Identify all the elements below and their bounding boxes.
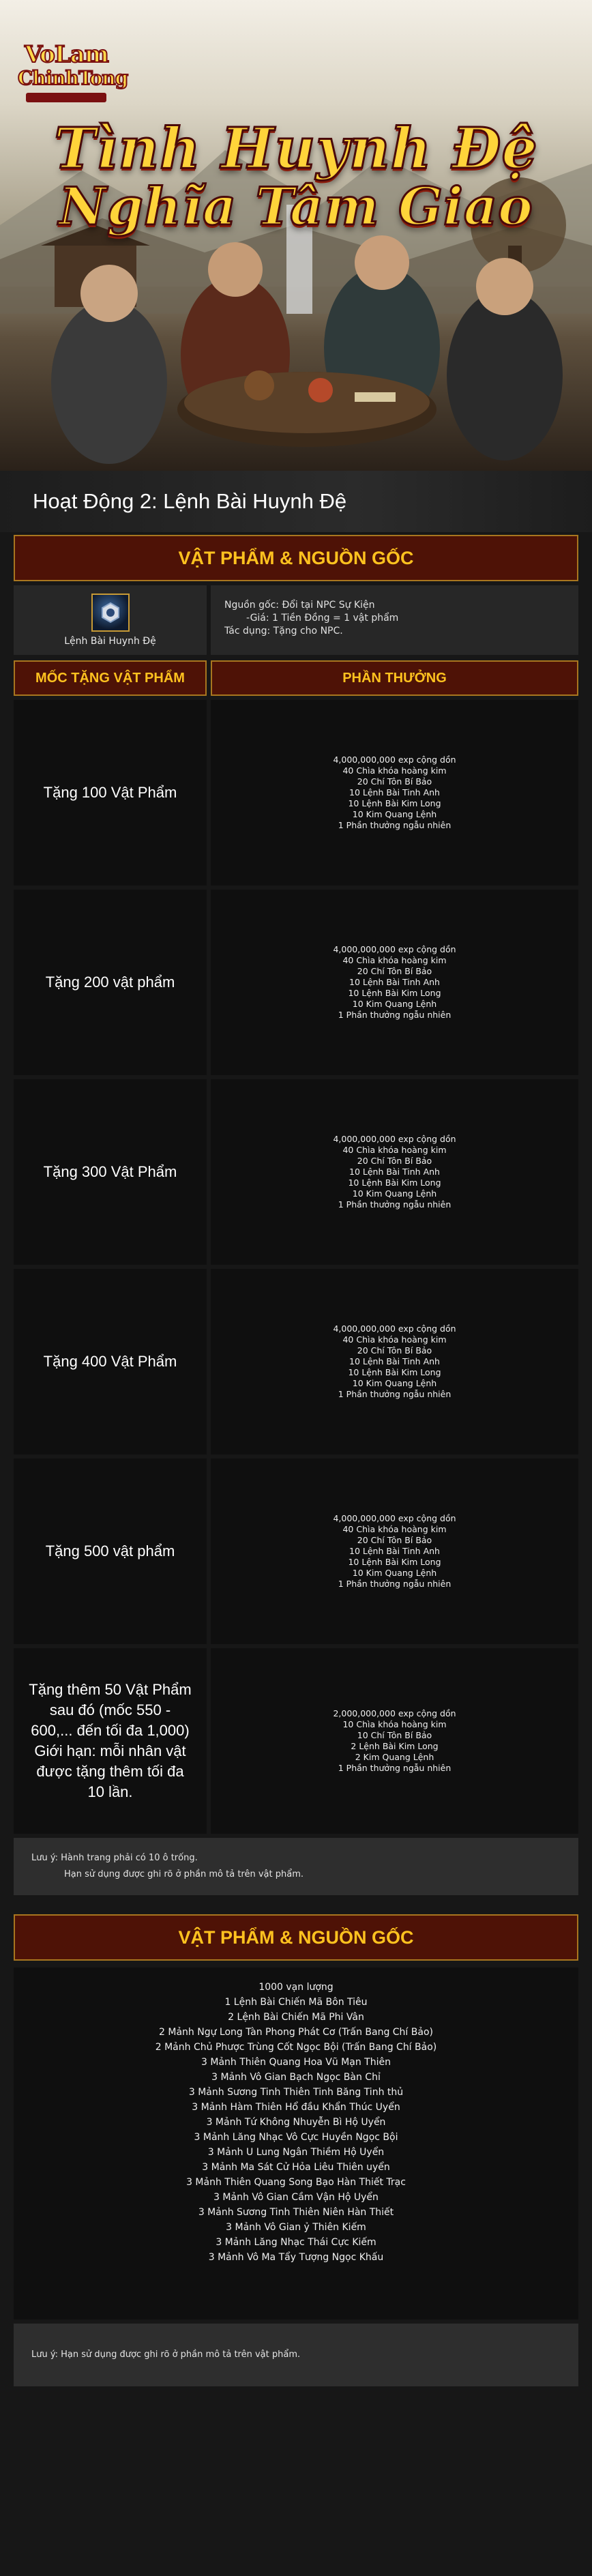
item-source: Nguồn gốc: Đổi tại NPC Sự Kiện bbox=[224, 600, 375, 611]
random-reward-item: 3 Mảnh Vô Gian ỷ Thiên Kiếm bbox=[226, 2222, 366, 2233]
items-banner-2-title: VẬT PHẨM & NGUỒN GỐC bbox=[178, 1927, 414, 1948]
random-reward-item: 3 Mảnh Thiên Quang Song Bạo Hàn Thiết Trạc bbox=[186, 2177, 406, 2188]
random-reward-item: 3 Mảnh Lăng Nhạc Vô Cực Huyền Ngọc Bội bbox=[194, 2132, 398, 2143]
milestone-cell: Tặng 300 Vật Phẩm bbox=[14, 1079, 207, 1265]
table-row bbox=[14, 1648, 578, 1834]
reward-item: 2 Kim Quang Lệnh bbox=[355, 1752, 434, 1762]
reward-item: 2,000,000,000 exp cộng dồn bbox=[333, 1708, 456, 1718]
reward-cell bbox=[211, 1459, 578, 1644]
hero-title-line1: Tình Huynh Đệ bbox=[54, 116, 538, 181]
hero-title-line2: Nghĩa Tâm Giao bbox=[59, 176, 533, 237]
section-title: Hoạt Động 2: Lệnh Bài Huynh Đệ bbox=[33, 489, 347, 513]
items-banner-2 bbox=[14, 1914, 578, 1961]
reward-item: 40 Chìa khóa hoàng kim bbox=[342, 765, 447, 776]
logo-text-line1: VoLam bbox=[25, 41, 108, 68]
milestone-cell: Tặng thêm 50 Vật Phẩm sau đó (mốc 550 - 600,... đến tối đa 1,000) Giới hạn: mỗi nhân vật được tặng thêm tối đa 10 lần. bbox=[14, 1648, 207, 1834]
random-reward-item: 3 Mảnh Sương Tinh Thiên Niên Hàn Thiết bbox=[198, 2207, 394, 2218]
reward-item: 1 Phần thưởng ngẫu nhiên bbox=[338, 1389, 452, 1399]
random-reward-item: 3 Mảnh Thiên Quang Hoa Vũ Mạn Thiên bbox=[201, 2057, 391, 2068]
reward-item: 10 Lệnh Bài Tinh Anh bbox=[349, 977, 440, 987]
reward-item: 4,000,000,000 exp cộng dồn bbox=[333, 944, 456, 954]
milestone-cell: Tặng 500 vật phẩm bbox=[14, 1459, 207, 1644]
reward-cell bbox=[211, 1079, 578, 1265]
reward-item: 10 Lệnh Bài Tinh Anh bbox=[349, 1356, 440, 1366]
reward-item: 10 Lệnh Bài Kim Long bbox=[348, 798, 441, 808]
milestone-cell: Tặng 100 Vật Phẩm bbox=[14, 700, 207, 886]
note2-line1: Lưu ý: Hạn sử dụng được ghi rõ ở phần mô tả trên vật phẩm. bbox=[31, 2350, 301, 2360]
reward-item: 40 Chìa khóa hoàng kim bbox=[342, 1334, 447, 1345]
reward-item: 1 Phần thưởng ngẫu nhiên bbox=[338, 820, 452, 830]
hero-banner bbox=[0, 0, 592, 471]
random-reward-item: 3 Mảnh Hàm Thiên Hổ đầu Khẩn Thúc Uyển bbox=[192, 2102, 400, 2113]
reward-item: 10 Lệnh Bài Tinh Anh bbox=[349, 1167, 440, 1177]
reward-item: 4,000,000,000 exp cộng dồn bbox=[333, 1134, 456, 1144]
reward-item: 20 Chí Tôn Bí Bảo bbox=[357, 966, 432, 976]
random-reward-item: 2 Mảnh Chủ Phược Trùng Cốt Ngọc Bội (Trấn Bang Chí Bảo) bbox=[155, 2042, 437, 2053]
reward-item: 1 Phần thưởng ngẫu nhiên bbox=[338, 1199, 452, 1210]
table-header bbox=[14, 660, 578, 696]
items-banner-title: VẬT PHẨM & NGUỒN GỐC bbox=[178, 547, 414, 568]
reward-item: 20 Chí Tôn Bí Bảo bbox=[357, 1156, 432, 1166]
reward-item: 20 Chí Tôn Bí Bảo bbox=[357, 776, 432, 787]
reward-item: 10 Chí Tôn Bí Bảo bbox=[357, 1730, 432, 1740]
reward-item: 20 Chí Tôn Bí Bảo bbox=[357, 1345, 432, 1356]
reward-item: 4,000,000,000 exp cộng dồn bbox=[333, 1323, 456, 1334]
random-reward-item: 3 Mảnh Vô Ma Tẩy Tượng Ngọc Khấu bbox=[208, 2252, 384, 2263]
reward-cell bbox=[211, 1269, 578, 1454]
random-reward-item: 3 Mảnh Lăng Nhạc Thái Cực Kiếm bbox=[216, 2237, 376, 2248]
reward-item: 1 Phần thưởng ngẫu nhiên bbox=[338, 1010, 452, 1020]
reward-item: 10 Lệnh Bài Tinh Anh bbox=[349, 787, 440, 797]
reward-item: 4,000,000,000 exp cộng dồn bbox=[333, 755, 456, 765]
table-row bbox=[14, 700, 578, 886]
logo-ribbon bbox=[26, 93, 106, 102]
item-price: -Giá: 1 Tiền Đồng = 1 vật phẩm bbox=[246, 613, 399, 624]
reward-item: 10 Lệnh Bài Kim Long bbox=[348, 1367, 441, 1377]
item-effect: Tác dụng: Tặng cho NPC. bbox=[224, 626, 343, 636]
col-reward-header: PHẦN THƯỞNG bbox=[211, 660, 578, 696]
reward-cell bbox=[211, 1648, 578, 1834]
milestone-cell: Tặng 200 vật phẩm bbox=[14, 890, 207, 1075]
random-reward-item: 3 Mảnh Ma Sát Cử Hỏa Liêu Thiên uyển bbox=[202, 2162, 390, 2173]
note-box bbox=[14, 1838, 578, 1895]
game-logo[interactable] bbox=[15, 26, 128, 108]
reward-table bbox=[14, 700, 578, 1834]
reward-item: 10 Lệnh Bài Tinh Anh bbox=[349, 1546, 440, 1556]
reward-item: 10 Kim Quang Lệnh bbox=[352, 809, 437, 819]
reward-item: 1 Phần thưởng ngẫu nhiên bbox=[338, 1763, 452, 1773]
logo-text-line2: ChinhTong bbox=[18, 67, 128, 89]
table-row bbox=[14, 1269, 578, 1454]
item-description bbox=[211, 585, 578, 655]
reward-item: 10 Lệnh Bài Kim Long bbox=[348, 1557, 441, 1567]
random-reward-item: 3 Mảnh U Lung Ngân Thiềm Hộ Uyển bbox=[207, 2147, 385, 2158]
reward-item: 2 Lệnh Bài Kim Long bbox=[351, 1741, 439, 1751]
reward-item: 10 Chìa khóa hoàng kim bbox=[342, 1719, 447, 1729]
note-line2: Hạn sử dụng được ghi rõ ở phần mô tả trên vật phẩm. bbox=[64, 1869, 304, 1879]
reward-item: 4,000,000,000 exp cộng dồn bbox=[333, 1513, 456, 1523]
milestone-cell: Tặng 400 Vật Phẩm bbox=[14, 1269, 207, 1454]
reward-item: 10 Kim Quang Lệnh bbox=[352, 999, 437, 1009]
random-reward-item: 3 Mảnh Vô Gian Cầm Vận Hộ Uyển bbox=[213, 2192, 379, 2203]
item-name: Lệnh Bài Huynh Đệ bbox=[64, 636, 156, 647]
random-reward-item: 1 Lệnh Bài Chiến Mã Bôn Tiêu bbox=[224, 1997, 368, 2008]
token-icon[interactable] bbox=[91, 594, 130, 632]
random-reward-item: 1000 vạn lượng bbox=[258, 1982, 334, 1993]
random-reward-item: 2 Mảnh Ngự Long Tàn Phong Phát Cơ (Trấn Bang Chí Bảo) bbox=[159, 2027, 433, 2038]
random-reward-item: 3 Mảnh Tứ Không Nhuyễn Bì Hộ Uyển bbox=[206, 2117, 386, 2128]
reward-item: 10 Lệnh Bài Kim Long bbox=[348, 1177, 441, 1188]
section-header bbox=[0, 471, 592, 532]
table-row bbox=[14, 890, 578, 1075]
reward-item: 40 Chìa khóa hoàng kim bbox=[342, 1524, 447, 1534]
reward-cell bbox=[211, 890, 578, 1075]
col-milestone-header: MỐC TẶNG VẬT PHẨM bbox=[14, 660, 207, 696]
table-row bbox=[14, 1459, 578, 1644]
reward-cell bbox=[211, 700, 578, 886]
items-banner bbox=[14, 535, 578, 581]
table-row bbox=[14, 1079, 578, 1265]
reward-item: 1 Phần thưởng ngẫu nhiên bbox=[338, 1579, 452, 1589]
reward-item: 10 Kim Quang Lệnh bbox=[352, 1188, 437, 1199]
reward-item: 10 Kim Quang Lệnh bbox=[352, 1568, 437, 1578]
item-info-row bbox=[14, 585, 578, 655]
content-wrapper bbox=[0, 535, 592, 2386]
random-reward-item: 3 Mảnh Vô Gian Bạch Ngọc Bàn Chỉ bbox=[211, 2072, 381, 2083]
item-cell bbox=[14, 585, 207, 655]
random-reward-list bbox=[14, 1967, 578, 2319]
reward-item: 20 Chí Tôn Bí Bảo bbox=[357, 1535, 432, 1545]
note-box-2 bbox=[14, 2324, 578, 2386]
note-line1: Lưu ý: Hành trang phải có 10 ô trống. bbox=[31, 1853, 198, 1863]
reward-item: 40 Chìa khóa hoàng kim bbox=[342, 1145, 447, 1155]
reward-item: 40 Chìa khóa hoàng kim bbox=[342, 955, 447, 965]
reward-item: 10 Kim Quang Lệnh bbox=[352, 1378, 437, 1388]
reward-item: 10 Lệnh Bài Kim Long bbox=[348, 988, 441, 998]
random-reward-item: 3 Mảnh Sương Tinh Thiên Tinh Băng Tinh thủ bbox=[188, 2087, 404, 2098]
random-reward-item: 2 Lệnh Bài Chiến Mã Phi Vân bbox=[228, 2012, 364, 2023]
